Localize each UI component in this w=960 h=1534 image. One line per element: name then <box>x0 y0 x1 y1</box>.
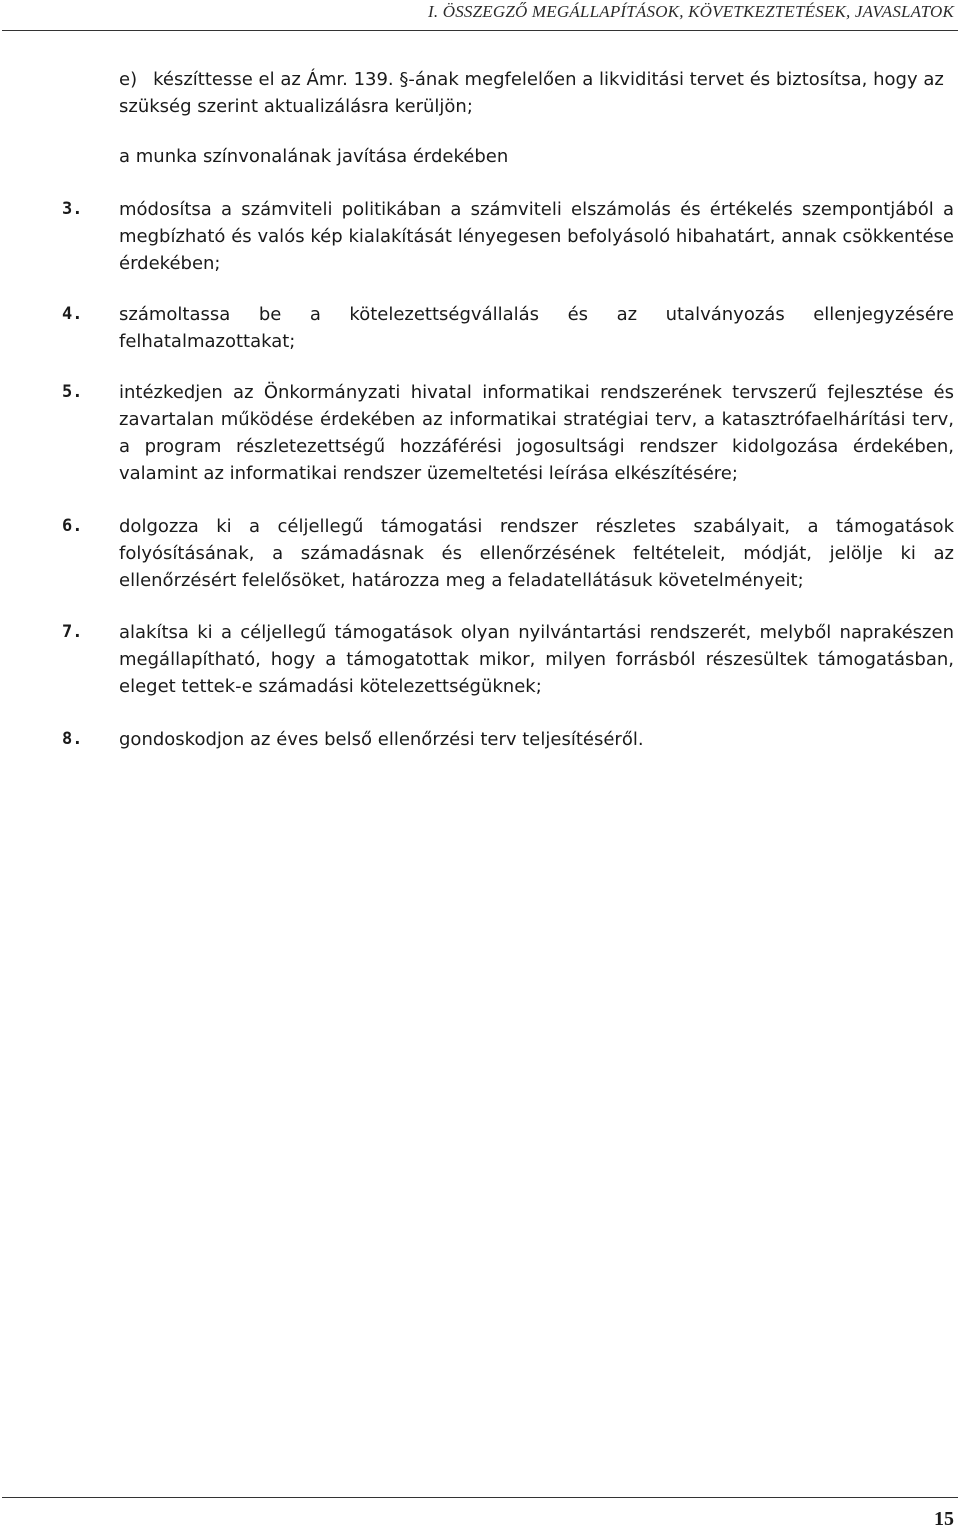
list-item-number: 7. <box>62 622 83 642</box>
section-heading: a munka színvonalának javítása érdekében <box>119 146 509 167</box>
list-item-e <box>119 66 954 120</box>
list-item-4 <box>62 301 954 355</box>
page-number: 15 <box>934 1508 954 1530</box>
list-item-number: 3. <box>62 199 83 219</box>
list-item-5 <box>62 379 954 487</box>
header-divider <box>2 30 958 31</box>
list-item-e-label: e) <box>119 69 138 90</box>
footer-divider <box>2 1497 958 1498</box>
list-item-number: 6. <box>62 516 83 536</box>
list-item-number: 4. <box>62 304 83 324</box>
list-item-text: intézkedjen az Önkormányzati hivatal informatikai rendszerének tervszerű fejlesztése és zavartalan működése érdekében az informatikai stratégiai terv, a katasztrófaelhárítási terv, a program részletezettségű hozzáférési jogosultsági rendszer kidolgozása érdekében, valamint az informatikai rendszer üzemeltetési leírása elkészítésére; <box>119 382 954 484</box>
list-item-7 <box>62 619 954 700</box>
list-item-3 <box>62 196 954 277</box>
list-item-8 <box>62 726 954 753</box>
running-header-title: I. ÖSSZEGZŐ MEGÁLLAPÍTÁSOK, KÖVETKEZTETÉSEK, JAVASLATOK <box>427 2 954 21</box>
list-item-text: számoltassa be a kötelezettségvállalás és az utalványozás ellenjegyzésére felhatalmazottakat; <box>119 304 954 352</box>
list-item-text: alakítsa ki a céljellegű támogatások olyan nyilvántartási rendszerét, melyből naprakészen megállapítható, hogy a támogatottak mikor, milyen forrásból részesültek támogatásban, eleget tettek-e számadási kötelezettségüknek; <box>119 622 954 697</box>
list-item-text: módosítsa a számviteli politikában a számviteli elszámolás és értékelés szempontjából a megbízható és valós kép kialakítását lényegesen befolyásoló hibahatárt, annak csökkentése érdekében; <box>119 199 954 274</box>
list-item-6 <box>62 513 954 594</box>
list-item-number: 8. <box>62 729 83 749</box>
list-item-e-text: készíttesse el az Ámr. 139. §-ának megfelelően a likviditási tervet és biztosítsa, hogy az szükség szerint aktualizálásra kerüljön; <box>119 69 944 117</box>
list-item-number: 5. <box>62 382 83 402</box>
list-item-text: gondoskodjon az éves belső ellenőrzési terv teljesítéséről. <box>119 729 644 750</box>
list-item-text: dolgozza ki a céljellegű támogatási rendszer részletes szabályait, a támogatások folyósításának, a számadásnak és ellenőrzésének feltételeit, módját, jelölje ki az ellenőrzésért felelősöket, határozza meg a feladatellátásuk követelményeit; <box>119 516 954 591</box>
